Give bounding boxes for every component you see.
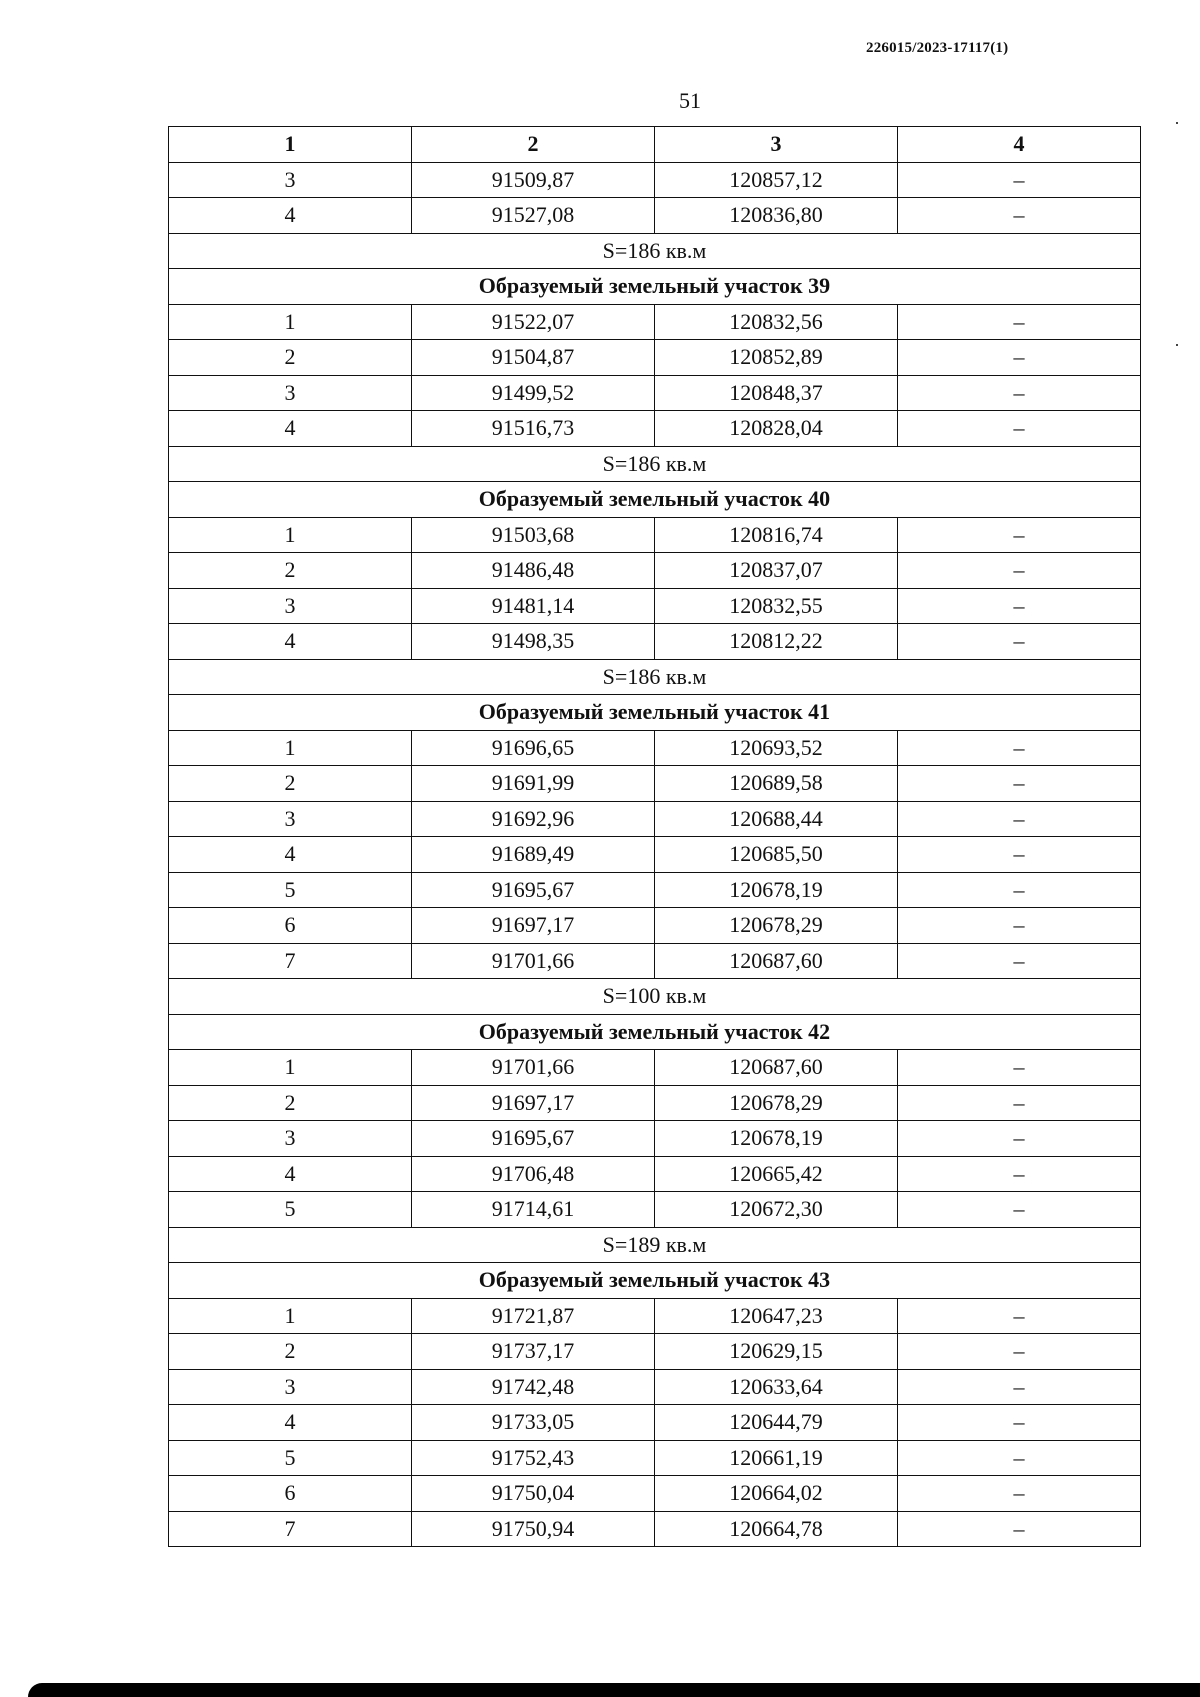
table-cell: 120848,37 <box>655 375 898 411</box>
table-row <box>169 908 1141 944</box>
table-cell: 120664,78 <box>655 1511 898 1547</box>
table-cell: – <box>898 1050 1141 1086</box>
table-cell: – <box>898 1440 1141 1476</box>
table-cell: – <box>898 624 1141 660</box>
table-row <box>169 1121 1141 1157</box>
table-row <box>169 340 1141 376</box>
table-cell: 91481,14 <box>412 588 655 624</box>
table-cell: – <box>898 908 1141 944</box>
area-row <box>169 979 1141 1015</box>
table-cell: 2 <box>169 553 412 589</box>
table-cell: 7 <box>169 943 412 979</box>
table-cell: 91691,99 <box>412 766 655 802</box>
table-row <box>169 801 1141 837</box>
table-row <box>169 1511 1141 1547</box>
area-row <box>169 233 1141 269</box>
table-cell: 4 <box>169 1405 412 1441</box>
table-cell: – <box>898 304 1141 340</box>
area-row <box>169 659 1141 695</box>
table-cell: 120687,60 <box>655 1050 898 1086</box>
table-row <box>169 375 1141 411</box>
table-cell: – <box>898 588 1141 624</box>
column-header: 2 <box>412 127 655 163</box>
table-cell: 91499,52 <box>412 375 655 411</box>
scan-speck <box>1176 122 1178 124</box>
table-cell: 2 <box>169 1334 412 1370</box>
table-row <box>169 1440 1141 1476</box>
scan-speck <box>1176 344 1178 346</box>
table-cell: 91752,43 <box>412 1440 655 1476</box>
table-cell: 91516,73 <box>412 411 655 447</box>
table-cell: 6 <box>169 1476 412 1512</box>
table-cell: 5 <box>169 1440 412 1476</box>
table-cell: 91750,04 <box>412 1476 655 1512</box>
table-row <box>169 1476 1141 1512</box>
table-row <box>169 624 1141 660</box>
column-header: 4 <box>898 127 1141 163</box>
table-cell: 120812,22 <box>655 624 898 660</box>
table-cell: 91737,17 <box>412 1334 655 1370</box>
table-header-row <box>169 127 1141 163</box>
table-cell: 3 <box>169 1121 412 1157</box>
table-cell: – <box>898 162 1141 198</box>
table-cell: 91697,17 <box>412 1085 655 1121</box>
area-row <box>169 446 1141 482</box>
table-cell: – <box>898 801 1141 837</box>
table-cell: – <box>898 411 1141 447</box>
table-cell: – <box>898 1156 1141 1192</box>
table-cell: 120693,52 <box>655 730 898 766</box>
coordinates-table <box>168 126 1141 1547</box>
table-cell: – <box>898 1476 1141 1512</box>
table-cell: – <box>898 340 1141 376</box>
table-cell: 120633,64 <box>655 1369 898 1405</box>
section-title: Образуемый земельный участок 42 <box>169 1014 1141 1050</box>
table-cell: 91750,94 <box>412 1511 655 1547</box>
table-cell: 91503,68 <box>412 517 655 553</box>
table-cell: 120644,79 <box>655 1405 898 1441</box>
table-cell: 2 <box>169 766 412 802</box>
table-row <box>169 837 1141 873</box>
section-title: Образуемый земельный участок 39 <box>169 269 1141 305</box>
table-cell: 120629,15 <box>655 1334 898 1370</box>
table-cell: 91695,67 <box>412 872 655 908</box>
table-cell: 91504,87 <box>412 340 655 376</box>
table-cell: – <box>898 1369 1141 1405</box>
table-cell: 91733,05 <box>412 1405 655 1441</box>
table-cell: 91706,48 <box>412 1156 655 1192</box>
table-row <box>169 1405 1141 1441</box>
table-cell: 4 <box>169 1156 412 1192</box>
table-cell: 5 <box>169 1192 412 1228</box>
table-row <box>169 1156 1141 1192</box>
area-row <box>169 1227 1141 1263</box>
area-value: S=100 кв.м <box>169 979 1141 1015</box>
table-cell: – <box>898 730 1141 766</box>
table-row <box>169 1369 1141 1405</box>
table-cell: 120687,60 <box>655 943 898 979</box>
table-row <box>169 943 1141 979</box>
table-cell: 4 <box>169 624 412 660</box>
table-cell: 120852,89 <box>655 340 898 376</box>
table-cell: 91527,08 <box>412 198 655 234</box>
table-cell: 1 <box>169 517 412 553</box>
table-cell: – <box>898 1405 1141 1441</box>
table-cell: 91486,48 <box>412 553 655 589</box>
table-cell: 120837,07 <box>655 553 898 589</box>
area-value: S=186 кв.м <box>169 446 1141 482</box>
table-cell: 120647,23 <box>655 1298 898 1334</box>
section-title-row <box>169 269 1141 305</box>
table-row <box>169 304 1141 340</box>
column-header: 1 <box>169 127 412 163</box>
table-cell: 120828,04 <box>655 411 898 447</box>
table-row <box>169 411 1141 447</box>
table-row <box>169 730 1141 766</box>
document-id: 226015/2023-17117(1) <box>866 40 1009 56</box>
table-cell: 91692,96 <box>412 801 655 837</box>
table-cell: – <box>898 943 1141 979</box>
table-cell: 120678,19 <box>655 872 898 908</box>
table-cell: 91701,66 <box>412 943 655 979</box>
table-cell: – <box>898 1511 1141 1547</box>
table-cell: 120816,74 <box>655 517 898 553</box>
table-cell: 6 <box>169 908 412 944</box>
table-cell: 1 <box>169 304 412 340</box>
table-cell: 91522,07 <box>412 304 655 340</box>
table-cell: 120678,29 <box>655 1085 898 1121</box>
table-cell: 2 <box>169 340 412 376</box>
table-row <box>169 198 1141 234</box>
table-cell: 3 <box>169 801 412 837</box>
table-cell: 120857,12 <box>655 162 898 198</box>
table-cell: 120665,42 <box>655 1156 898 1192</box>
table-cell: 120678,19 <box>655 1121 898 1157</box>
area-value: S=186 кв.м <box>169 659 1141 695</box>
table-cell: 120836,80 <box>655 198 898 234</box>
table-cell: 120832,55 <box>655 588 898 624</box>
table-cell: 1 <box>169 730 412 766</box>
table-cell: 91689,49 <box>412 837 655 873</box>
table-cell: 2 <box>169 1085 412 1121</box>
section-title: Образуемый земельный участок 40 <box>169 482 1141 518</box>
table-cell: 4 <box>169 411 412 447</box>
table-cell: 91695,67 <box>412 1121 655 1157</box>
area-value: S=189 кв.м <box>169 1227 1141 1263</box>
table-cell: 120689,58 <box>655 766 898 802</box>
table-cell: 3 <box>169 375 412 411</box>
section-title-row <box>169 1263 1141 1299</box>
table-cell: – <box>898 766 1141 802</box>
table-cell: 91701,66 <box>412 1050 655 1086</box>
table-row <box>169 553 1141 589</box>
table-row <box>169 1050 1141 1086</box>
table-cell: 120672,30 <box>655 1192 898 1228</box>
table-cell: – <box>898 1085 1141 1121</box>
table-cell: – <box>898 517 1141 553</box>
area-value: S=186 кв.м <box>169 233 1141 269</box>
table-row <box>169 766 1141 802</box>
table-cell: – <box>898 1192 1141 1228</box>
table-cell: – <box>898 837 1141 873</box>
section-title: Образуемый земельный участок 43 <box>169 1263 1141 1299</box>
table-cell: 91696,65 <box>412 730 655 766</box>
table-row <box>169 162 1141 198</box>
column-header: 3 <box>655 127 898 163</box>
table-cell: 91697,17 <box>412 908 655 944</box>
table-cell: 3 <box>169 162 412 198</box>
table-cell: – <box>898 872 1141 908</box>
section-title-row <box>169 1014 1141 1050</box>
table-cell: 120832,56 <box>655 304 898 340</box>
table-body <box>169 162 1141 1547</box>
table-row <box>169 1085 1141 1121</box>
table-row <box>169 1298 1141 1334</box>
table-cell: 91742,48 <box>412 1369 655 1405</box>
table-cell: 120688,44 <box>655 801 898 837</box>
page-number: 51 <box>679 88 701 113</box>
table-cell: – <box>898 553 1141 589</box>
section-title-row <box>169 482 1141 518</box>
table-cell: – <box>898 1121 1141 1157</box>
table-cell: 91498,35 <box>412 624 655 660</box>
table-cell: 91714,61 <box>412 1192 655 1228</box>
table-cell: 4 <box>169 198 412 234</box>
table-row <box>169 588 1141 624</box>
table-cell: – <box>898 1298 1141 1334</box>
table-cell: 120664,02 <box>655 1476 898 1512</box>
table-cell: 5 <box>169 872 412 908</box>
table-cell: 7 <box>169 1511 412 1547</box>
table-cell: 1 <box>169 1050 412 1086</box>
table-cell: 91509,87 <box>412 162 655 198</box>
table-cell: – <box>898 375 1141 411</box>
table-cell: 91721,87 <box>412 1298 655 1334</box>
section-title-row <box>169 695 1141 731</box>
table-cell: 3 <box>169 1369 412 1405</box>
table-cell: – <box>898 198 1141 234</box>
table-row <box>169 517 1141 553</box>
table-cell: 4 <box>169 837 412 873</box>
table-cell: 120678,29 <box>655 908 898 944</box>
table-cell: 120661,19 <box>655 1440 898 1476</box>
table-row <box>169 1334 1141 1370</box>
table-cell: 3 <box>169 588 412 624</box>
table-row <box>169 1192 1141 1228</box>
table-cell: 120685,50 <box>655 837 898 873</box>
table-row <box>169 872 1141 908</box>
table-cell: – <box>898 1334 1141 1370</box>
section-title: Образуемый земельный участок 41 <box>169 695 1141 731</box>
table-cell: 1 <box>169 1298 412 1334</box>
